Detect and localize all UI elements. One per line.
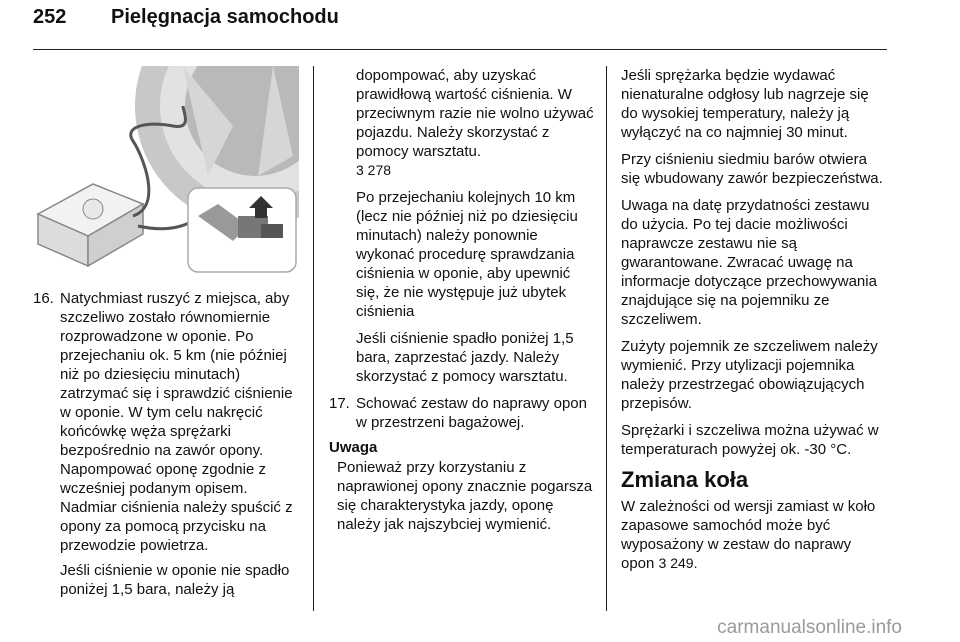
page-reference: 3 249.: [658, 555, 698, 571]
paragraph: Przy ciśnieniu siedmiu barów otwiera się wbudowany zawór bezpieczeństwa.: [621, 151, 883, 187]
list-text: Schować zestaw do naprawy opon w przestrzeni bagażowej.: [356, 395, 587, 431]
page-title: Pielęgnacja samochodu: [111, 6, 339, 28]
paragraph-text: dopompować, aby uzyskać prawidłową wartość ciśnienia. W przeciwnym razie nie wolno używać pojazdu. Należy skorzystać z pomocy warsztatu.: [356, 67, 594, 160]
paragraph-text: W zależności od wersji zamiast w koło zapasowe samochód może być wyposażony w zestaw do naprawy opon: [621, 498, 876, 572]
column-divider-2: [606, 66, 607, 611]
page-header: [33, 6, 339, 29]
paragraph: [329, 66, 597, 180]
list-text: Natychmiast ruszyć z miejsca, aby szczeliwo zostało równomiernie rozprowadzone w oponie. Po przejechaniu ok. 5 km (nie później niż po dziesięciu minutach) zatrzymać się i sprawdzić ciśnienie w oponie. W tym celu nakręcić końcówkę węża sprężarki bezpośrednio na zawór opony. Napompować oponę zgodnie z wcześniej podanym opisem. Nadmiar ciśnienia należy spuścić z opony za pomocą przycisku na przewodzie powietrza.: [60, 290, 293, 554]
watermark: carmanualsonline.info: [717, 617, 902, 638]
note-title: Uwaga: [329, 439, 378, 456]
column-2: [329, 66, 597, 542]
list-item-17: [329, 394, 597, 432]
list-number: 17.: [329, 395, 350, 412]
paragraph: Sprężarki i szczeliwa można używać w temperaturach powyżej ok. -30 °C.: [621, 422, 879, 458]
column-1: [33, 289, 305, 607]
paragraph: Po przejechaniu kolejnych 10 km (lecz nie później niż po dziesięciu minutach) należy ponownie wykonać procedurę sprawdzania ciśnienia w oponie, aby upewnić się, że nie występuje już ubytek ciśnienia: [356, 189, 578, 320]
column-divider-1: [313, 66, 314, 611]
list-item-16: [33, 289, 305, 555]
compressor-illustration-svg: [33, 66, 299, 276]
paragraph: Jeśli ciśnienie w oponie nie spadło poniżej 1,5 bara, należy ją: [60, 562, 290, 598]
page-reference: 3 278: [356, 162, 392, 178]
section-title: Zmiana koła: [621, 467, 749, 492]
paragraph: Jeśli sprężarka będzie wydawać nienaturalne odgłosy lub nagrzeje się do wysokiej temperatury, należy ją wyłączyć na co najmniej 30 minut.: [621, 67, 869, 141]
paragraph: Uwaga na datę przydatności zestawu do użycia. Po tej dacie możliwości naprawcze zestawu nie są gwarantowane. Zwracać uwagę na informacje dotyczące przechowywania znajdujące się na pojemniku ze szczeliwem.: [621, 197, 877, 328]
compressor-illustration: [33, 66, 299, 276]
note-text: Ponieważ przy korzystaniu z naprawionej opony znacznie pogarsza się charakterystyka jazdy, oponę należy jak najszybciej wymienić.: [337, 459, 593, 533]
header-rule: [33, 49, 887, 50]
column-3: [621, 66, 887, 581]
paragraph: Zużyty pojemnik ze szczeliwem należy wymienić. Przy utylizacji pojemnika należy przestrzegać obowiązujących przepisów.: [621, 338, 878, 412]
paragraph: [621, 497, 887, 573]
paragraph: Jeśli ciśnienie spadło poniżej 1,5 bara, zaprzestać jazdy. Należy skorzystać z pomocy warsztatu.: [356, 330, 574, 385]
list-number: 16.: [33, 290, 54, 307]
page-number: 252: [33, 6, 67, 28]
